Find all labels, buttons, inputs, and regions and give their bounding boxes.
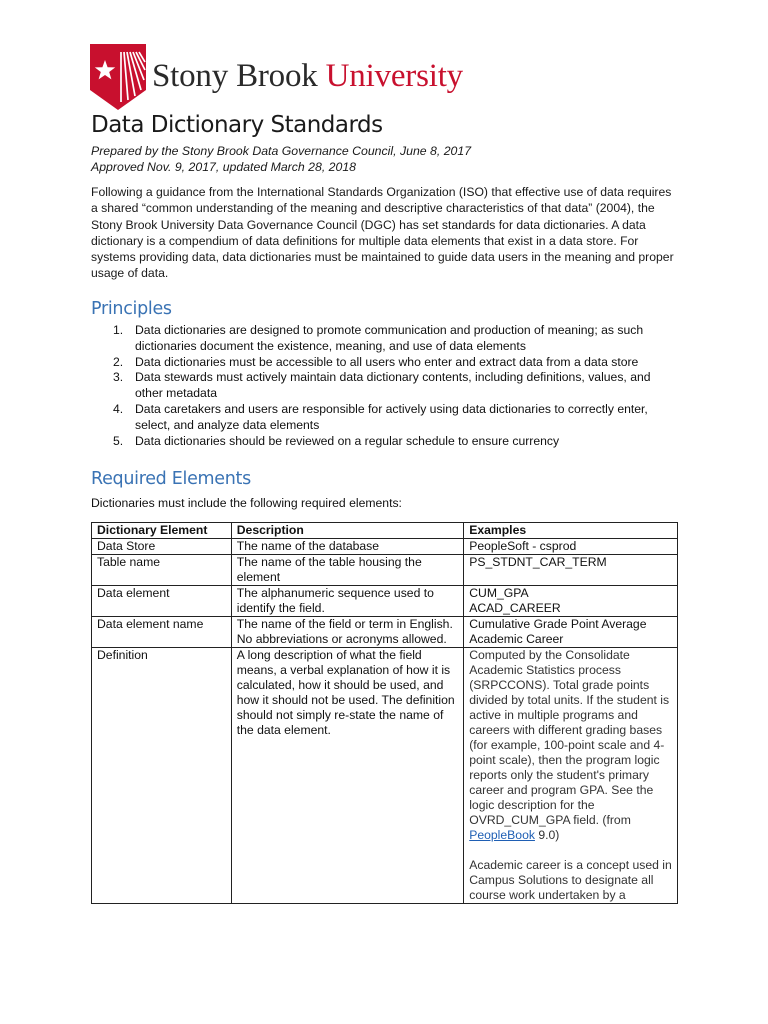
page-title: Data Dictionary Standards <box>91 112 383 138</box>
cell-element: Data Store <box>92 539 232 555</box>
cell-element: Data element name <box>92 617 232 648</box>
list-text: Data dictionaries must be accessible to all users who enter and extract data from a data store <box>135 354 639 369</box>
cell-element: Definition <box>92 648 232 904</box>
list-text: Data dictionaries are designed to promote communication and production of meaning; as such dictionaries document the existence, meaning, and use of data elements <box>135 323 644 353</box>
cell-description: The name of the database <box>231 539 463 555</box>
required-intro: Dictionaries must include the following required elements: <box>91 496 402 510</box>
cell-example: PeopleSoft - csprod <box>464 539 678 555</box>
meta-prepared: Prepared by the Stony Brook Data Governance Council, June 8, 2017 <box>91 144 472 158</box>
table-row <box>92 648 678 904</box>
cell-description: The alphanumeric sequence used to identify the field. <box>231 586 463 617</box>
required-elements-heading: Required Elements <box>91 469 251 489</box>
column-header-element: Dictionary Element <box>92 523 232 539</box>
table-row <box>92 586 678 617</box>
logo-word-stony-brook: Stony Brook <box>152 58 318 94</box>
example-text: 9.0) <box>534 828 560 842</box>
principles-heading: Principles <box>91 299 172 319</box>
cell-example <box>464 586 678 617</box>
list-number: 5. <box>113 433 124 448</box>
list-item <box>91 370 681 402</box>
table-row <box>92 555 678 586</box>
list-number: 3. <box>113 370 124 385</box>
cell-description: The name of the table housing the element <box>231 555 463 586</box>
table-row <box>92 539 678 555</box>
paragraph-gap <box>469 843 673 858</box>
logo-wordmark <box>152 58 463 94</box>
example-line: Academic Career <box>469 632 564 646</box>
example-paragraph <box>469 648 673 843</box>
university-logo <box>90 44 470 110</box>
table-header-row <box>92 523 678 539</box>
principles-list <box>91 323 681 449</box>
list-number: 1. <box>113 323 124 337</box>
document-meta <box>91 143 691 175</box>
example-line: Cumulative Grade Point Average <box>469 617 647 631</box>
peoplebook-link[interactable]: PeopleBook <box>469 828 535 842</box>
cell-element: Table name <box>92 555 232 586</box>
list-item <box>91 434 681 450</box>
list-item <box>91 402 681 434</box>
cell-example <box>464 648 678 904</box>
logo-word-university: University <box>325 58 463 94</box>
cell-description: The name of the field or term in English. No abbreviations or acronyms allowed. <box>231 617 463 648</box>
list-text: Data stewards must actively maintain data dictionary contents, including definitions, values, and other metadata <box>135 370 651 401</box>
table-row <box>92 617 678 648</box>
column-header-examples: Examples <box>464 523 678 539</box>
meta-approved: Approved Nov. 9, 2017, updated March 28, 2018 <box>91 160 357 174</box>
list-text: Data dictionaries should be reviewed on a regular schedule to ensure currency <box>135 433 560 448</box>
intro-paragraph: Following a guidance from the International Standards Organization (ISO) that effective use of data requires a shared “common understanding of the meaning and descriptive characteristics of that data” (2004), the Stony Brook University Data Governance Council (DGC) has set standards for data dictionaries. A data dictionary is a compendium of data definitions for multiple data elements that exist in a data store. For systems providing data, data dictionaries must be maintained to guide data users in the meaning and proper usage of data. <box>91 185 674 281</box>
list-text: Data caretakers and users are responsible for actively using data dictionaries to correctly enter, select, and analyze data elements <box>135 401 648 432</box>
cell-example: PS_STDNT_CAR_TERM <box>464 555 678 586</box>
cell-description: A long description of what the field means, a verbal explanation of how it is calculated, how it should be used, and how it should not be used. The definition should not simply re-state the name of the data element. <box>231 648 463 904</box>
example-line: CUM_GPA <box>469 586 529 600</box>
cell-example <box>464 617 678 648</box>
list-number: 2. <box>113 354 124 369</box>
list-item <box>91 323 681 355</box>
example-text: Computed by the Consolidate Academic Statistics process (SRPCCONS). Total grade points divided by total units. If the student is active in multiple programs and careers with different grading bases (for example, 100-point scale and 4-point scale), then the program logic reports only the student's primary career and program GPA. See the logic description for the OVRD_CUM_GPA field. (from <box>469 648 670 827</box>
list-item <box>91 355 681 371</box>
required-elements-table <box>91 522 678 904</box>
column-header-description: Description <box>231 523 463 539</box>
list-number: 4. <box>113 401 124 416</box>
cell-element: Data element <box>92 586 232 617</box>
example-line: ACAD_CAREER <box>469 601 561 615</box>
shield-logo-icon <box>90 44 146 110</box>
example-paragraph: Academic career is a concept used in Campus Solutions to designate all course work undertaken by a <box>469 858 672 902</box>
